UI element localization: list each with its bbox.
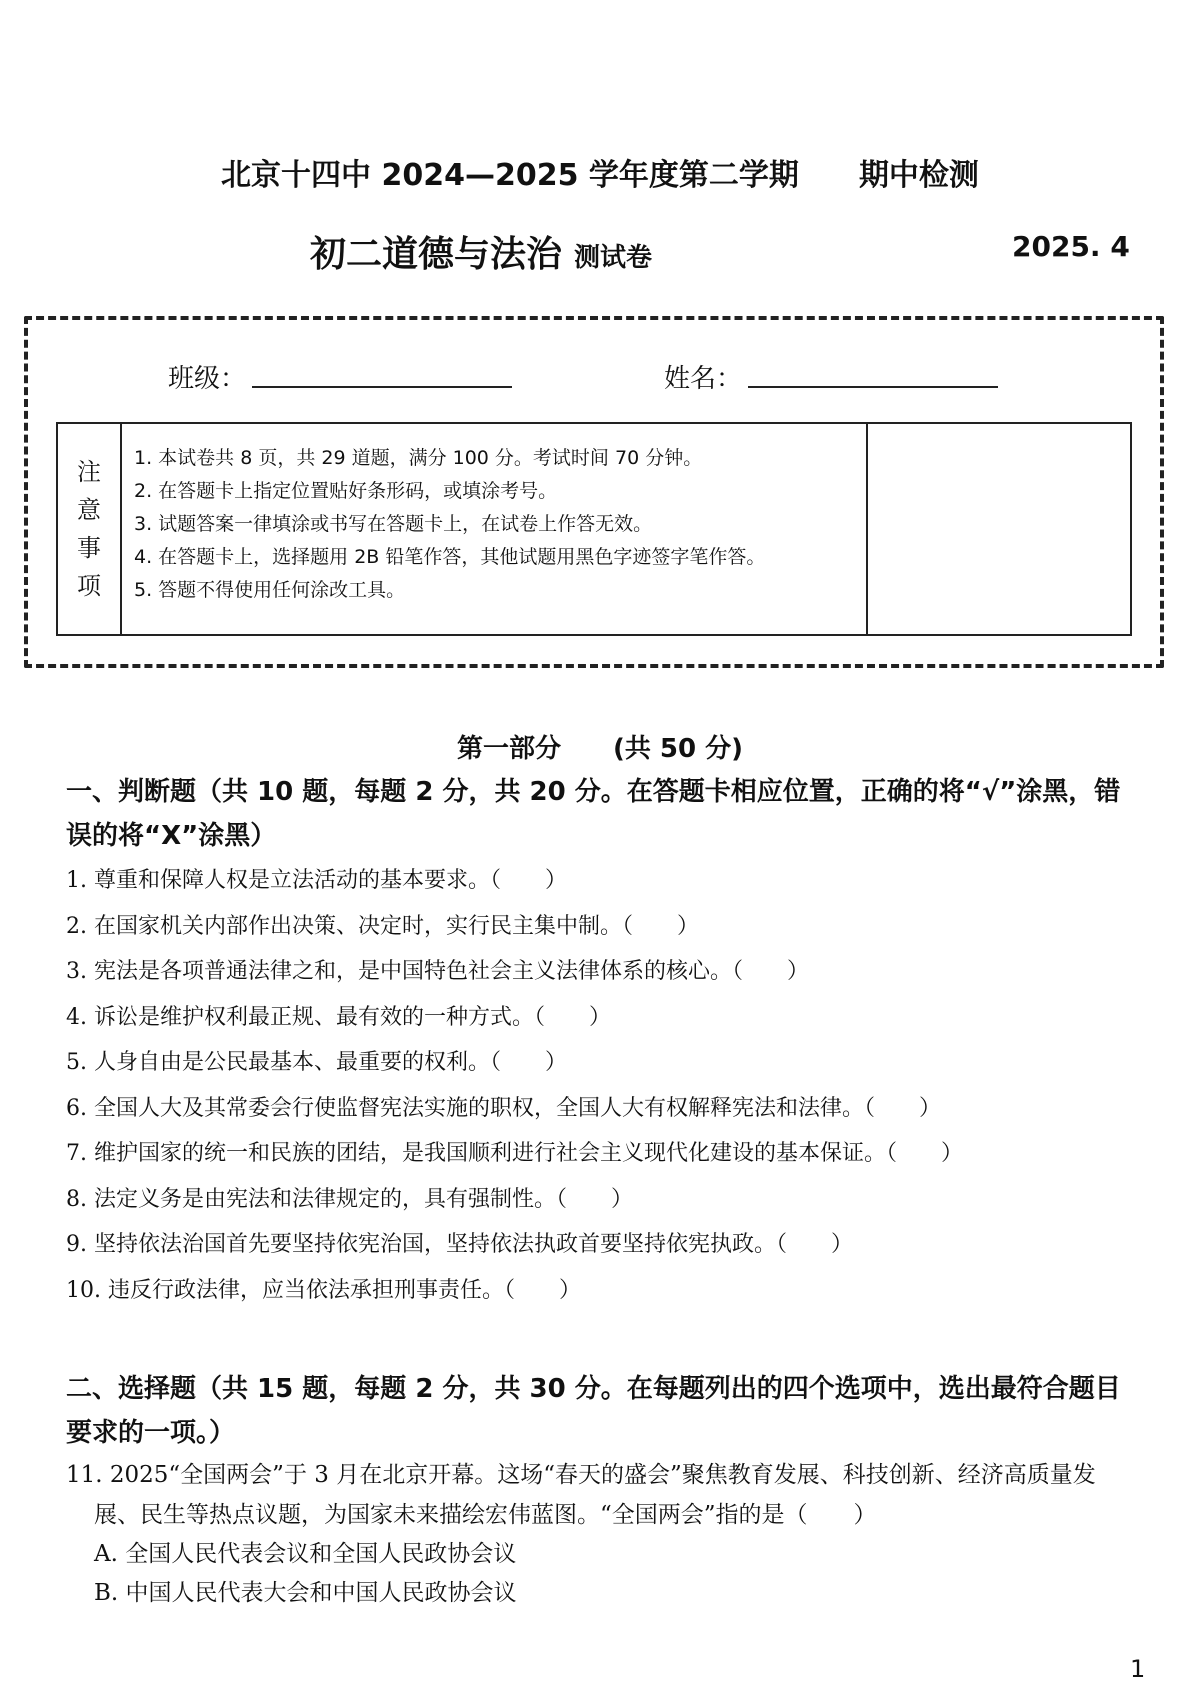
question-stem: 11. 2025“全国两会”于 3 月在北京开幕。这场“春天的盛会”聚焦教育发展、科技创新、经济高质量发展、民生等热点议题，为国家未来描绘宏伟蓝图。“全国两会”指的是（ ） (66, 1462, 1096, 1528)
list-item: 3. 宪法是各项普通法律之和，是中国特色社会主义法律体系的核心。（ ） (66, 959, 809, 984)
list-item: 8. 法定义务是由宪法和法律规定的，具有强制性。（ ） (66, 1186, 633, 1212)
list-item: 7. 维护国家的统一和民族的团结，是我国顺利进行社会主义现代化建设的基本保证。（ ） (66, 1141, 963, 1166)
list-item: 5. 人身自由是公民最基本、最重要的权利。（ ） (66, 1050, 567, 1075)
subject-name: 初二道德与法治 (310, 233, 563, 275)
name-label: 姓名： (664, 364, 743, 394)
title-main: 北京十四中 2024—2025 学年度第二学期 (221, 158, 799, 193)
page-number: 1 (1130, 1655, 1146, 1683)
notice-item: 3. 试题答案一律填涂或书写在答题卡上，在试卷上作答无效。 (134, 513, 653, 535)
section-one-heading: 一、判断题（共 10 题，每题 2 分，共 20 分。在答题卡相应位置，正确的将“√”涂黑，错误的将“X”涂黑） (66, 777, 1121, 851)
exam-subtitle (310, 226, 652, 277)
option-a: A. 全国人民代表会议和全国人民政协会议 (94, 1541, 517, 1567)
exam-title (0, 150, 1200, 194)
option-b: B. 中国人民代表大会和中国人民政协会议 (94, 1580, 517, 1606)
list-item: 6. 全国人大及其常委会行使监督宪法实施的职权，全国人大有权解释宪法和法律。（ ） (66, 1095, 941, 1121)
class-field[interactable] (252, 386, 512, 388)
name-field[interactable] (748, 386, 998, 388)
list-item: 4. 诉讼是维护权利最正规、最有效的一种方式。（ ） (66, 1004, 611, 1030)
notice-heading-char: 注 (77, 458, 101, 486)
paper-type: 测试卷 (574, 243, 653, 273)
notice-heading-char: 项 (77, 572, 101, 600)
notice-heading-char: 事 (77, 534, 101, 562)
notice-heading-char: 意 (77, 496, 101, 524)
class-label: 班级： (168, 364, 247, 394)
true-false-list (66, 858, 1146, 1313)
notice-item: 2. 在答题卡上指定位置贴好条形码，或填涂考号。 (134, 480, 558, 502)
list-item: 1. 尊重和保障人权是立法活动的基本要求。（ ） (66, 868, 567, 893)
notice-item: 1. 本试卷共 8 页，共 29 道题，满分 100 分。考试时间 70 分钟。 (134, 447, 703, 469)
title-exam: 期中检测 (858, 158, 979, 193)
notice-list (122, 424, 868, 634)
part-one-title: 第一部分 (共 50 分) (456, 734, 744, 764)
list-item: 10. 违反行政法律，应当依法承担刑事责任。（ ） (66, 1277, 581, 1303)
notice-item: 5. 答题不得使用任何涂改工具。 (134, 579, 406, 601)
list-item: 2. 在国家机关内部作出决策、决定时，实行民主集中制。（ ） (66, 913, 699, 939)
section-two-heading: 二、选择题（共 15 题，每题 2 分，共 30 分。在每题列出的四个选项中，选出最符合题目要求的一项。） (66, 1374, 1121, 1448)
question-11 (66, 1455, 1136, 1613)
barcode-area (868, 424, 1130, 634)
notice-heading (58, 424, 122, 634)
list-item: 9. 坚持依法治国首先要坚持依宪治国，坚持依法执政首要坚持依宪执政。（ ） (66, 1232, 853, 1257)
notice-item: 4. 在答题卡上，选择题用 2B 铅笔作答，其他试题用黑色字迹签字笔作答。 (134, 546, 766, 568)
exam-date: 2025. 4 (1012, 230, 1130, 263)
notice-table (56, 422, 1132, 636)
